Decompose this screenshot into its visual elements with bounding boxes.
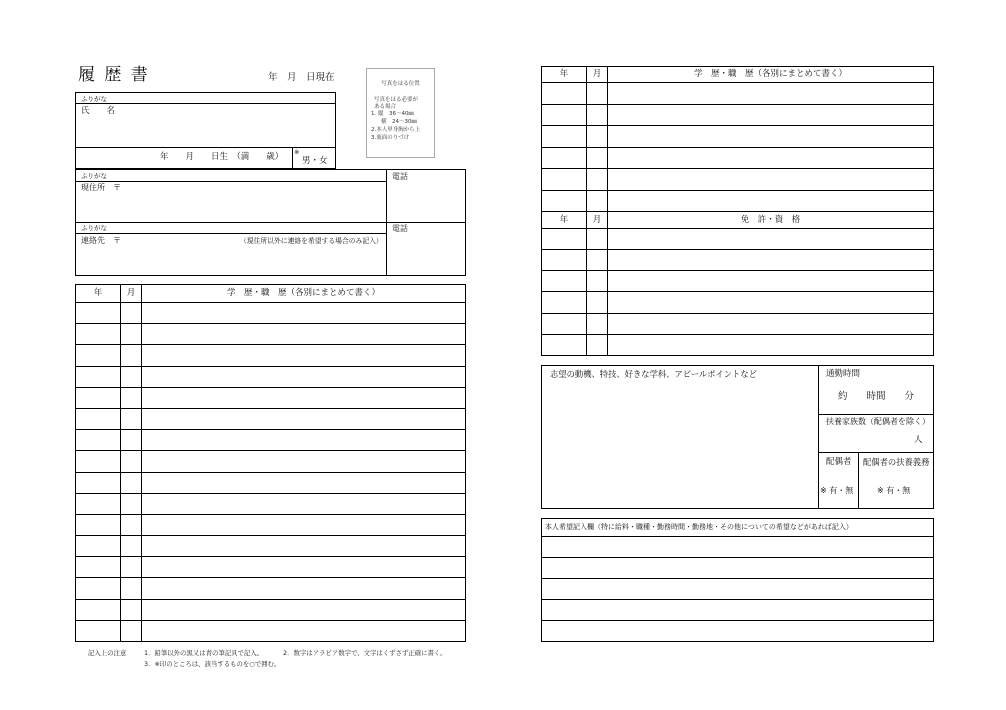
spouse-support-choice: ※ 有・無 (877, 486, 911, 495)
month-cell (587, 314, 607, 334)
photo-note-line: 2.本人単身胸から上 (371, 127, 421, 133)
detail-cell (608, 250, 933, 270)
year-cell (542, 250, 586, 270)
year-cell (542, 271, 586, 291)
month-cell (587, 148, 607, 169)
year-cell (76, 303, 120, 323)
address-phone-label: 電話 (392, 172, 408, 181)
month-cell (587, 83, 607, 104)
detail-cell (142, 578, 465, 598)
furigana-divider (76, 103, 335, 104)
header-year: 年 (542, 212, 586, 228)
notes-heading: 記入上の注意 (88, 649, 127, 657)
month-cell (587, 250, 607, 270)
year-cell (76, 600, 120, 620)
detail-cell (608, 335, 933, 355)
motivation-box (541, 365, 934, 509)
year-cell (76, 578, 120, 598)
history-table-continued (541, 66, 934, 212)
entry-cell (542, 621, 933, 641)
name-furigana-label: ふりがな (81, 95, 107, 103)
year-cell (542, 169, 586, 190)
as-of-date: 年 月 日現在 (268, 72, 335, 83)
entry-cell (542, 600, 933, 620)
month-cell (121, 303, 141, 323)
year-cell (542, 148, 586, 169)
year-cell (542, 105, 586, 126)
history-table (75, 284, 466, 642)
photo-note-line: 1. 縦 36～40㎜ (371, 111, 414, 117)
year-cell (542, 126, 586, 147)
birth-date-label: 年 月 日生 （満 歳） (160, 152, 284, 162)
contact-label: 連絡先 〒 (81, 236, 121, 245)
commute-label: 通勤時間 (826, 369, 861, 379)
photo-title: 写真をはる位置 (381, 81, 420, 87)
year-cell (542, 335, 586, 355)
entry-cell (542, 558, 933, 578)
note-item: 3．※印のところは、該当するものを○で囲む。 (144, 660, 281, 668)
detail-cell (608, 169, 933, 190)
detail-cell (608, 105, 933, 126)
photo-note-line: 3.裏面のりづけ (371, 135, 410, 141)
spouse-choice: ※ 有・無 (820, 486, 854, 495)
year-cell (76, 388, 120, 408)
name-box (75, 92, 336, 148)
year-cell (76, 345, 120, 365)
name-label: 氏 名 (81, 106, 116, 116)
year-cell (542, 292, 586, 312)
header-month: 月 (587, 67, 607, 82)
note-item: 2．数字はアラビア数字で、文字はくずさず正確に書く。 (283, 649, 447, 657)
dependents-label: 扶養家族数（配偶者を除く） (826, 417, 930, 426)
detail-cell (142, 515, 465, 535)
header-detail: 免 許・資 格 (608, 212, 933, 228)
year-cell (76, 621, 120, 641)
detail-cell (142, 367, 465, 387)
year-cell (76, 324, 120, 344)
dependents-unit: 人 (914, 435, 923, 445)
photo-note-line: 写真をはる必要が (374, 97, 419, 103)
month-cell (121, 536, 141, 556)
detail-cell (608, 271, 933, 291)
month-cell (587, 271, 607, 291)
address-contact-divider (76, 222, 465, 223)
address-box (75, 169, 466, 276)
wishes-table (541, 518, 934, 642)
header-detail: 学 歴・職 歴（各別にまとめて書く） (142, 285, 465, 302)
detail-cell (142, 536, 465, 556)
detail-cell (142, 621, 465, 641)
year-cell (542, 314, 586, 334)
month-cell (121, 409, 141, 429)
header-month: 月 (121, 285, 141, 302)
header-year: 年 (542, 67, 586, 82)
year-cell (542, 229, 586, 249)
year-cell (542, 191, 586, 212)
dependents-divider (818, 452, 933, 453)
month-cell (121, 621, 141, 641)
month-cell (587, 126, 607, 147)
month-cell (121, 494, 141, 514)
header-month: 月 (587, 212, 607, 228)
detail-cell (142, 451, 465, 471)
month-cell (121, 367, 141, 387)
gender-mark: ※ (294, 148, 300, 156)
year-cell (76, 451, 120, 471)
motivation-divider (818, 366, 819, 508)
detail-cell (142, 494, 465, 514)
detail-cell (142, 388, 465, 408)
header-detail: 学 歴・職 歴（各別にまとめて書く） (608, 67, 933, 82)
photo-note-line: 横 24～30㎜ (381, 119, 417, 125)
month-cell (121, 324, 141, 344)
contact-furigana-label: ふりがな (81, 224, 107, 232)
year-cell (542, 83, 586, 104)
detail-cell (142, 473, 465, 493)
entry-cell (542, 579, 933, 599)
spouse-divider (858, 452, 859, 508)
furigana-divider (76, 181, 386, 182)
detail-cell (142, 430, 465, 450)
detail-cell (608, 191, 933, 212)
contact-phone-label: 電話 (392, 224, 408, 233)
spouse-support-label: 配偶者の扶養義務 (863, 457, 930, 467)
month-cell (121, 430, 141, 450)
page-title: 履 歴 書 (78, 65, 150, 85)
contact-note: （現住所以外に連絡を希望する場合のみ記入） (240, 237, 383, 245)
gender-choice: 男・女 (302, 156, 328, 166)
month-cell (121, 473, 141, 493)
year-cell (76, 430, 120, 450)
month-cell (587, 335, 607, 355)
month-cell (121, 345, 141, 365)
month-cell (121, 388, 141, 408)
detail-cell (142, 324, 465, 344)
year-cell (76, 367, 120, 387)
detail-cell (142, 303, 465, 323)
detail-cell (142, 600, 465, 620)
month-cell (587, 191, 607, 212)
year-cell (76, 494, 120, 514)
detail-cell (608, 292, 933, 312)
year-cell (76, 473, 120, 493)
entry-cell (542, 537, 933, 557)
detail-cell (142, 557, 465, 577)
detail-cell (142, 345, 465, 365)
detail-cell (608, 148, 933, 169)
address-furigana-label: ふりがな (81, 172, 107, 180)
year-cell (76, 409, 120, 429)
commute-divider (818, 414, 933, 415)
gender-divider (292, 148, 293, 168)
detail-cell (142, 409, 465, 429)
month-cell (121, 557, 141, 577)
detail-cell (608, 229, 933, 249)
year-cell (76, 557, 120, 577)
address-label: 現住所 〒 (81, 183, 121, 192)
birth-row (75, 147, 336, 169)
month-cell (121, 600, 141, 620)
month-cell (121, 451, 141, 471)
month-cell (587, 229, 607, 249)
detail-cell (608, 126, 933, 147)
year-cell (76, 515, 120, 535)
wishes-label: 本人希望記入欄（特に給料・職種・勤務時間・勤務地・その他についての希望などがあれば記入） (542, 519, 933, 536)
month-cell (121, 515, 141, 535)
detail-cell (608, 83, 933, 104)
header-year: 年 (76, 285, 120, 302)
month-cell (587, 105, 607, 126)
photo-note-line: ある場合 (374, 104, 397, 110)
note-item: 1．鉛筆以外の黒又は青の筆記具で記入。 (144, 649, 264, 657)
spouse-label: 配偶者 (826, 457, 852, 467)
furigana-divider (76, 233, 386, 234)
license-table (541, 211, 934, 356)
motivation-label: 志望の動機、特技、好きな学科、アピールポイントなど (550, 369, 757, 379)
year-cell (76, 536, 120, 556)
month-cell (587, 169, 607, 190)
month-cell (587, 292, 607, 312)
photo-area (366, 68, 435, 158)
commute-value: 約 時間 分 (838, 391, 915, 402)
detail-cell (608, 314, 933, 334)
month-cell (121, 578, 141, 598)
